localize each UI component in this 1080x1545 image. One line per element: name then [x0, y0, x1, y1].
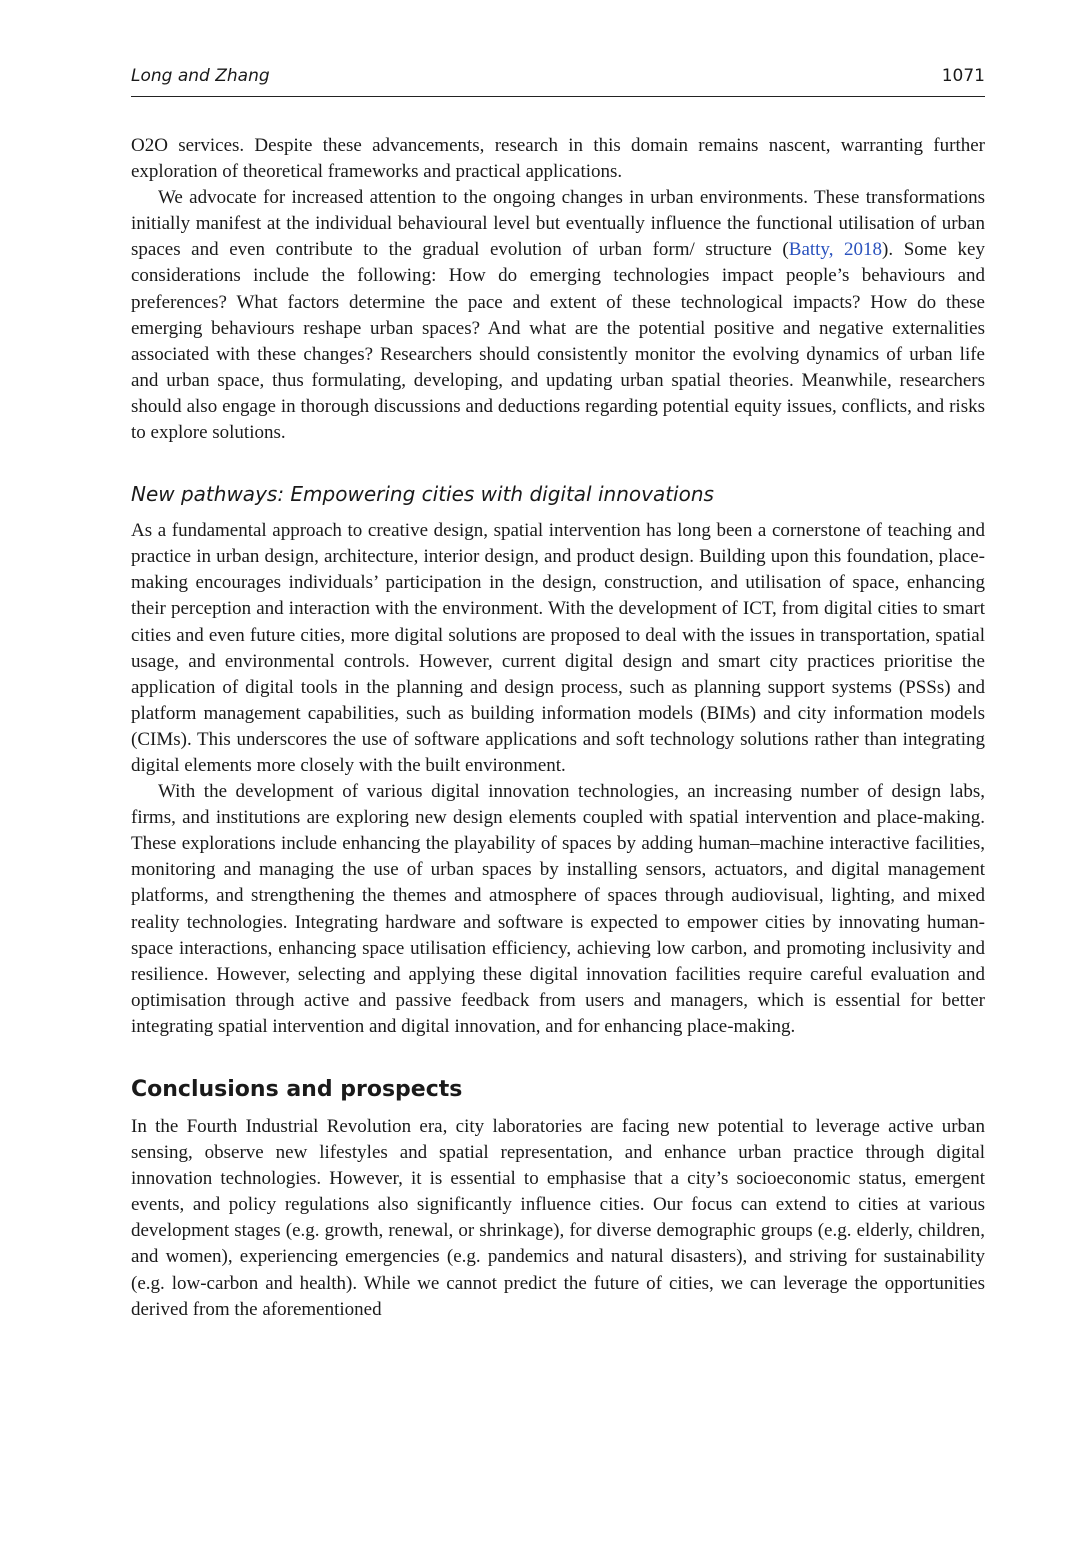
running-head-authors: Long and Zhang — [131, 66, 270, 86]
paragraph-urban-changes — [131, 185, 985, 446]
paragraph-spatial-intervention: As a fundamental approach to creative design, spatial intervention has long been a cornerstone of teaching and practice in urban design, architecture, interior design, and product design. Building upon this foundation, place-making encourages individuals’ participation in the design, construction, and utilisation of space, enhancing their perception and interaction with the environment. With the development of ICT, from digital cities to smart cities and even future cities, more digital solutions are proposed to deal with the issues in transportation, spatial usage, and environmental controls. However, current digital design and smart city practices prioritise the application of digital tools in the planning and design process, such as planning support systems (PSSs) and platform management capabilities, such as building information models (BIMs) and city information models (CIMs). This underscores the use of software applications and soft technology solutions rather than integrating digital elements more closely with the built environment. — [131, 520, 985, 776]
article-page — [131, 66, 985, 1323]
subsection-heading: New pathways: Empowering cities with digital innovations — [131, 482, 714, 507]
paragraph-text: ). Some key considerations include the following: How do emerging technologies impact people’s behaviours and preferences? What factors determine the pace and extent of these technological impacts? How do these emerging behaviours reshape urban spaces? And what are the potential positive and negative externalities associated with these changes? Researchers should consistently monitor the evolving dynamics of urban life and urban space, thus formulating, developing, and updating urban spatial theories. Meanwhile, researchers should also engage in thorough discussions and deductions regarding potential equity issues, conflicts, and risks to explore solutions. — [131, 239, 985, 444]
running-head — [131, 66, 985, 97]
section-heading: Conclusions and prospects — [131, 1077, 463, 1102]
page-number: 1071 — [941, 66, 985, 86]
paragraph-text: We advocate for increased attention to the ongoing changes in urban environments. These transformations initially manifest at the individual behavioural level but eventually influence the functional utilisation of urban spaces and even contribute to the gradual evolution of urban form/ structure ( — [131, 187, 985, 261]
paragraph-o2o-services: O2O services. Despite these advancements, research in this domain remains nascent, warranting further exploration of theoretical frameworks and practical applications. — [131, 135, 985, 183]
paragraph-digital-innovation: With the development of various digital innovation technologies, an increasing number of design labs, firms, and institutions are exploring new design elements coupled with spatial intervention and place-making. These explorations include enhancing the playability of spaces by adding human–machine interactive facilities, monitoring and managing the use of urban spaces by installing sensors, actuators, and digital management platforms, and strengthening the themes and atmosphere of spaces through audiovisual, lighting, and mixed reality technologies. Integrating hardware and software is expected to empower cities by innovating human-space interactions, enhancing space utilisation efficiency, achieving low carbon, and promoting inclusivity and resilience. However, selecting and applying these digital innovation facilities require careful evaluation and optimisation through active and passive feedback from users and managers, which is essential for better integrating spatial intervention and digital innovation, and for enhancing place-making. — [131, 781, 985, 1037]
citation-link-batty[interactable]: Batty, 2018 — [788, 239, 883, 261]
paragraph-conclusions: In the Fourth Industrial Revolution era, city laboratories are facing new potential to leverage active urban sensing, observe new lifestyles and spatial representation, and enhance urban practice through digital innovation technologies. However, it is essential to emphasise that a city’s socioeconomic status, emergent events, and policy regulations also significantly influence cities. Our focus can extend to cities at various development stages (e.g. growth, renewal, or shrinkage), for diverse demographic groups (e.g. elderly, children, and women), experiencing emergencies (e.g. pandemics and natural disasters), and striving for sustainability (e.g. low-carbon and health). While we cannot predict the future of cities, we can leverage the opportunities derived from the aforementioned — [131, 1116, 985, 1320]
